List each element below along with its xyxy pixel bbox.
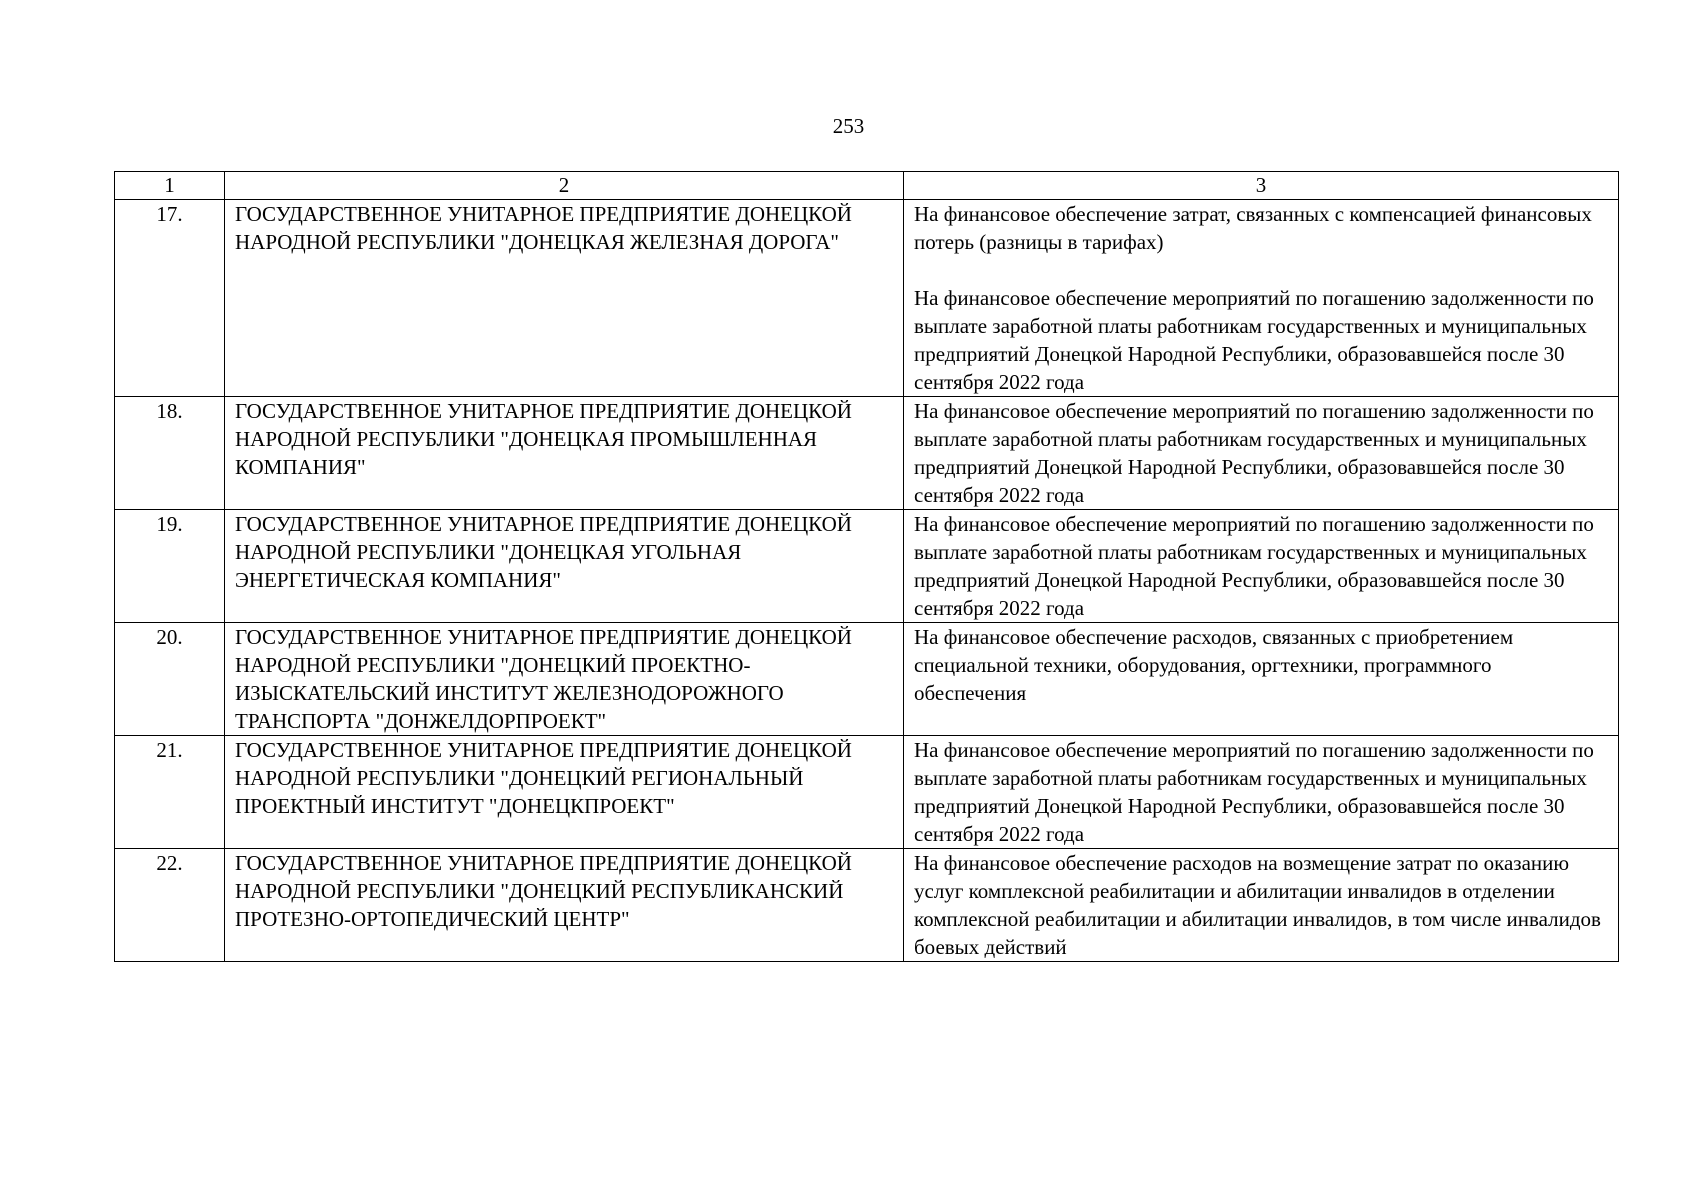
column-number-1: 1 xyxy=(115,172,225,200)
page-number: 253 xyxy=(832,114,865,138)
row-number: 18. xyxy=(115,397,225,510)
organization-name: ГОСУДАРСТВЕННОЕ УНИТАРНОЕ ПРЕДПРИЯТИЕ ДОНЕЦКОЙ НАРОДНОЙ РЕСПУБЛИКИ "ДОНЕЦКАЯ ПРОМЫШЛЕННАЯ КОМПАНИЯ" xyxy=(225,397,904,510)
funding-purpose-cell xyxy=(904,510,1619,623)
organization-name: ГОСУДАРСТВЕННОЕ УНИТАРНОЕ ПРЕДПРИЯТИЕ ДОНЕЦКОЙ НАРОДНОЙ РЕСПУБЛИКИ "ДОНЕЦКАЯ УГОЛЬНАЯ ЭНЕРГЕТИЧЕСКАЯ КОМПАНИЯ" xyxy=(225,510,904,623)
table-row xyxy=(115,510,1619,623)
funding-purpose: На финансовое обеспечение мероприятий по погашению задолженности по выплате заработной платы работникам государственных и муниципальных предприятий Донецкой Народной Республики, образовавшейся после 30 сентября 2022 года xyxy=(914,512,1594,620)
row-number: 19. xyxy=(115,510,225,623)
organization-name: ГОСУДАРСТВЕННОЕ УНИТАРНОЕ ПРЕДПРИЯТИЕ ДОНЕЦКОЙ НАРОДНОЙ РЕСПУБЛИКИ "ДОНЕЦКИЙ РЕСПУБЛИКАНСКИЙ ПРОТЕЗНО-ОРТОПЕДИЧЕСКИЙ ЦЕНТР" xyxy=(225,849,904,962)
table-row xyxy=(115,736,1619,849)
subsidy-table xyxy=(114,171,1619,962)
organization-name: ГОСУДАРСТВЕННОЕ УНИТАРНОЕ ПРЕДПРИЯТИЕ ДОНЕЦКОЙ НАРОДНОЙ РЕСПУБЛИКИ "ДОНЕЦКИЙ РЕГИОНАЛЬНЫЙ ПРОЕКТНЫЙ ИНСТИТУТ "ДОНЕЦКПРОЕКТ" xyxy=(225,736,904,849)
row-number: 20. xyxy=(115,623,225,736)
funding-purpose: На финансовое обеспечение мероприятий по погашению задолженности по выплате заработной платы работникам государственных и муниципальных предприятий Донецкой Народной Республики, образовавшейся после 30 сентября 2022 года xyxy=(914,286,1594,394)
row-number: 21. xyxy=(115,736,225,849)
row-number: 17. xyxy=(115,200,225,397)
column-number-3: 3 xyxy=(904,172,1619,200)
column-number-2: 2 xyxy=(225,172,904,200)
funding-purpose: На финансовое обеспечение затрат, связанных с компенсацией финансовых потерь (разницы в тарифах) xyxy=(914,202,1592,254)
table-row xyxy=(115,397,1619,510)
funding-purpose: На финансовое обеспечение мероприятий по погашению задолженности по выплате заработной платы работникам государственных и муниципальных предприятий Донецкой Народной Республики, образовавшейся после 30 сентября 2022 года xyxy=(914,399,1594,507)
funding-purpose-cell xyxy=(904,849,1619,962)
table-row xyxy=(115,849,1619,962)
funding-purpose: На финансовое обеспечение расходов на возмещение затрат по оказанию услуг комплексной реабилитации и абилитации инвалидов в отделении комплексной реабилитации и абилитации инвалидов, в том числе инвалидов боевых действий xyxy=(914,851,1601,959)
funding-purpose-cell xyxy=(904,623,1619,736)
row-number: 22. xyxy=(115,849,225,962)
organization-name: ГОСУДАРСТВЕННОЕ УНИТАРНОЕ ПРЕДПРИЯТИЕ ДОНЕЦКОЙ НАРОДНОЙ РЕСПУБЛИКИ "ДОНЕЦКАЯ ЖЕЛЕЗНАЯ ДОРОГА" xyxy=(225,200,904,397)
funding-purpose-cell xyxy=(904,397,1619,510)
table-row xyxy=(115,623,1619,736)
funding-purpose-cell xyxy=(904,200,1619,397)
table-row xyxy=(115,200,1619,397)
organization-name: ГОСУДАРСТВЕННОЕ УНИТАРНОЕ ПРЕДПРИЯТИЕ ДОНЕЦКОЙ НАРОДНОЙ РЕСПУБЛИКИ "ДОНЕЦКИЙ ПРОЕКТНО-ИЗЫСКАТЕЛЬСКИЙ ИНСТИТУТ ЖЕЛЕЗНОДОРОЖНОГО ТРАНСПОРТА "ДОНЖЕЛДОРПРОЕКТ" xyxy=(225,623,904,736)
funding-purpose: На финансовое обеспечение мероприятий по погашению задолженности по выплате заработной платы работникам государственных и муниципальных предприятий Донецкой Народной Республики, образовавшейся после 30 сентября 2022 года xyxy=(914,738,1594,846)
funding-purpose: На финансовое обеспечение расходов, связанных с приобретением специальной техники, оборудования, оргтехники, программного обеспечения xyxy=(914,625,1514,705)
funding-purpose-cell xyxy=(904,736,1619,849)
column-number-row xyxy=(115,172,1619,200)
